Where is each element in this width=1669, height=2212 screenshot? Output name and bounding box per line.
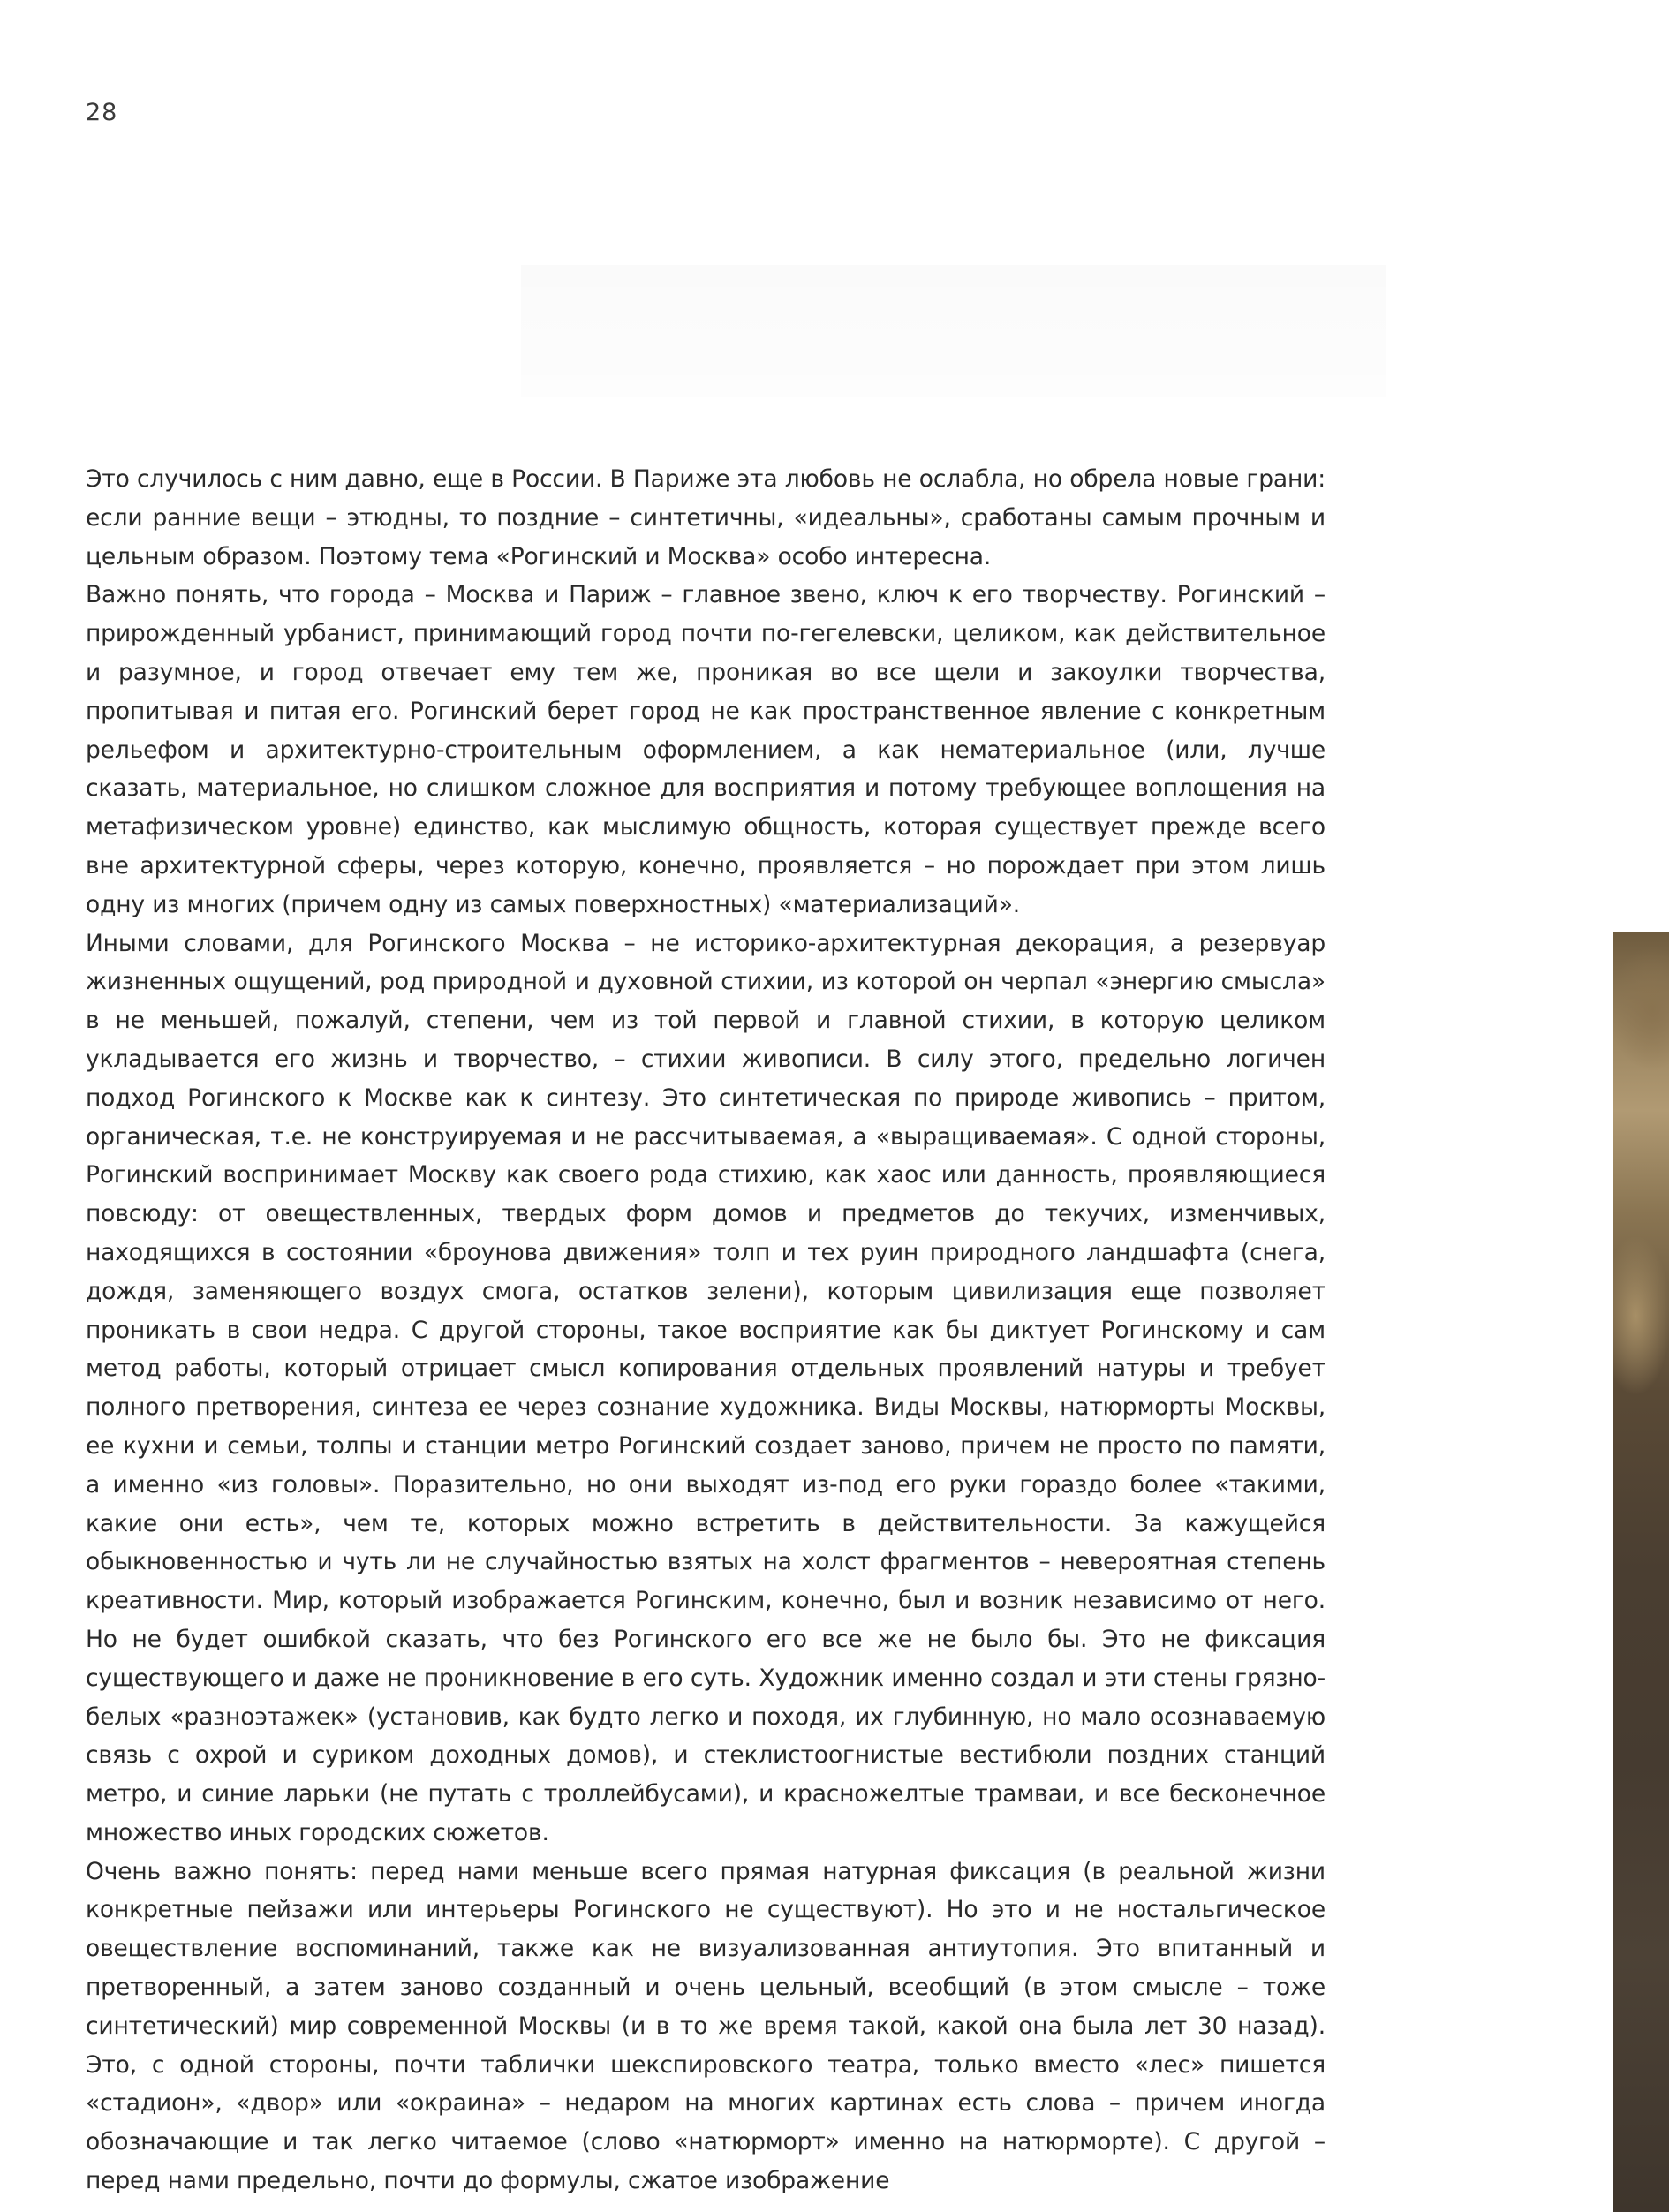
paragraph-3: Иными словами, для Рогинского Москва – не историко-архитектурная декорация, а резервуар жизненных ощущений, род природной и духовной стихии, из которой он черпал «энергию смысла» в не меньшей, пожалуй, степени, чем из той первой и главной стихии, в которую целиком укладывается его жизнь и творчество, – стихии живописи. В силу этого, предельно логичен подход Рогинского к Москве как к синтезу. Это синтетическая по природе живопись – притом, органическая, т.е. не конструируемая и не рассчитываемая, а «выращиваемая». С одной стороны, Рогинский воспринимает Москву как своего рода стихию, как хаос или данность, проявляющиеся повсюду: от овеществленных, твердых форм домов и предметов до текучих, изменчивых, находящихся в состоянии «броунова движения» толп и тех руин природного ландшафта (снега, дождя, заменяющего воздух смога, остатков зелени), которым цивилизация еще позволяет проникать в свои недра. С другой стороны, такое восприятие как бы диктует Рогинскому и сам метод работы, который отрицает смысл копирования отдельных проявлений натуры и требует полного претворения, синтеза ее через сознание художника. Виды Москвы, натюрморты Москвы, ее кухни и семьи, толпы и станции метро Рогинский создает заново, причем не просто по памяти, а именно «из головы». Поразительно, но они выходят из-под его руки гораздо более «такими, какие они есть», чем те, которых можно встретить в действительности. За кажущейся обыкновенностью и чуть ли не случайностью взятых на холст фрагментов – невероятная степень креативности. Мир, который изображается Рогинским, конечно, был и возник независимо от него. Но не будет ошибкой сказать, что без Рогинского его все же не было бы. Это не фиксация существующего и даже не проникновение в его суть. Художник именно создал и эти стены грязно-белых «разноэтажек» (установив, как будто легко и походя, их глубинную, но мало осознаваемую связь с охрой и суриком доходных домов), и стеклистоогнистые вестибюли поздних станций метро, и синие ларьки (не путать с троллейбусами), и красножелтые трамваи, и все бесконечное множество иных городских сюжетов. xyxy=(86,929,1325,1846)
paragraph-2: Важно понять, что города – Москва и Париж – главное звено, ключ к его творчеству. Рогинский – прирожденный урбанист, принимающий город почти по-гегелевски, целиком, как действительное и разумное, и город отвечает ему тем же, проникая во все щели и закоулки творчества, пропитывая и питая его. Рогинский берет город не как пространственное явление с конкретным рельефом и архитектурно-строительным оформлением, а как нематериальное (или, лучше сказать, материальное, но слишком сложное для восприятия и потому требующее воплощения на метафизическом уровне) единство, как мыслимую общность, которая существует прежде всего вне архитектурной сферы, через которую, конечно, проявляется – но порождает при этом лишь одну из многих (причем одну из самых поверхностных) «материализаций». xyxy=(86,581,1325,918)
body-text xyxy=(86,460,1325,2201)
paragraph-1: Это случилось с ним давно, еще в России. В Париже эта любовь не ослабла, но обрела новые грани: если ранние вещи – этюдны, то поздние – синтетичны, «идеальны», сработаны самым прочным и цельным образом. Поэтому тема «Рогинский и Москва» особо интересна. xyxy=(86,465,1325,570)
paragraph-4: Очень важно понять: перед нами меньше всего прямая натурная фиксация (в реальной жизни конкретные пейзажи или интерьеры Рогинского не существуют). Но это и не ностальгическое овеществление воспоминаний, также как не визуализованная антиутопия. Это впитанный и претворенный, а затем заново созданный и очень цельный, всеобщий (в этом смысле – тоже синтетический) мир современной Москвы (и в то же время такой, какой она была лет 30 назад). Это, с одной стороны, почти таблички шекспировского театра, только вместо «лес» пишется «стадион», «двор» или «окраина» – недаром на многих картинах есть слова – причем иногда обозначающие и так легко читаемое (слово «натюрморт» именно на натюрморте). С другой – перед нами предельно, почти до формулы, сжатое изображение xyxy=(86,1857,1325,2195)
artwork-edge-image xyxy=(1613,932,1669,2212)
page-number: 28 xyxy=(86,99,118,126)
show-through-shadow xyxy=(521,265,1386,397)
